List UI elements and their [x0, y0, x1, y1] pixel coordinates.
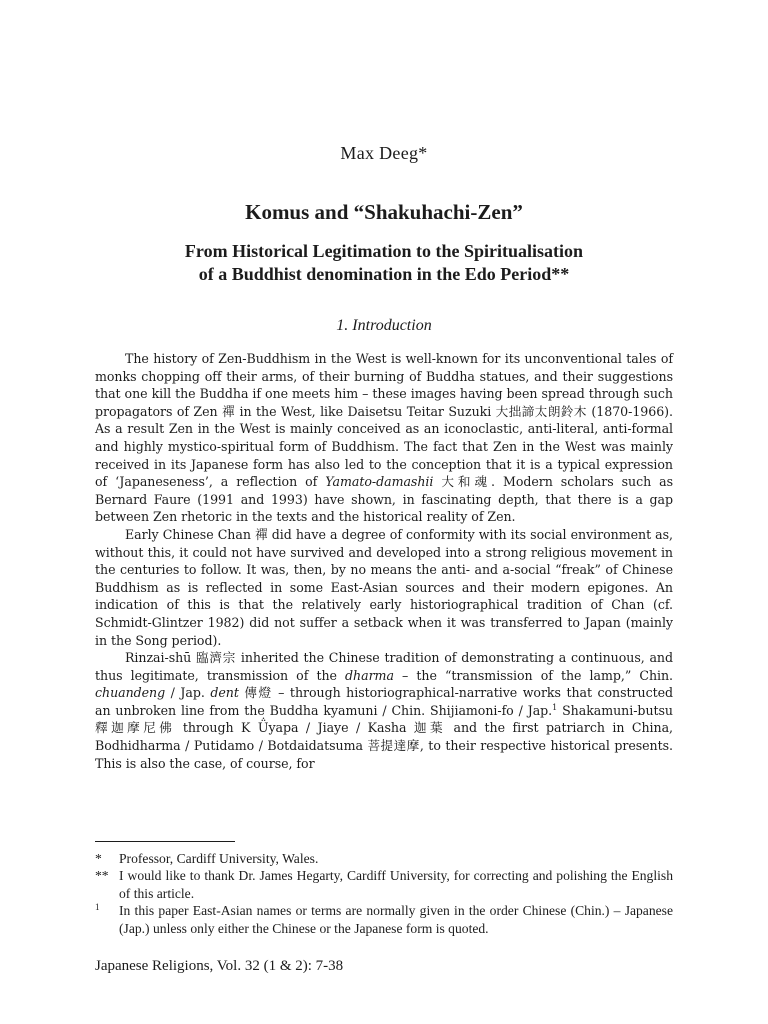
paragraph-1-text-a: The history of Zen-Buddhism in the West is well-known for its unconventional tales of monks chopping off their arms, of their burning of Buddha statues, and their suggestions that one kill the Buddha if one meets him – these images having been spread through such propagators of Zen 禪 in the West, like Daisetsu Teitar Suzuki 大拙諦太朗鈴木 (1870-1966). As a result Zen in the West is mainly conceived as an iconoclastic, anti-literal, anti-formal and highly mystico-spiritual form of Buddhism. The fact that Zen in the West was mainly received in its Japanese form has also led to the conception that it is a typical expression of ‘Japaneseness’, a reflection of: [95, 351, 673, 490]
journal-citation: Japanese Religions, Vol. 32 (1 & 2): 7-38: [95, 958, 344, 974]
footnote-item: [95, 902, 673, 937]
footnote-ref-1[interactable]: 1: [552, 702, 558, 712]
paragraph-3-text-e: Shakamuni-butsu 釋迦摩尼佛 through K Ü̇yapa / Jiaye / Kasha 迦葉 and the first patriarch in China, Bodhidharma / Putidamo / Botdaidatsuma 菩提達摩, to their respective historical presents. This is also the case, of course, for: [95, 702, 673, 771]
paragraph-1-text-b: 大和魂. Modern scholars such as Bernard Faure (1991 and 1993) have shown, in fascinating depth, that there is a gap between Zen rhetoric in the texts and the historical reality of Zen.: [95, 474, 674, 525]
paragraph-2-text: Early Chinese Chan 禪 did have a degree of conformity with its social environment as, without this, it could not have survived and developed into a strong religious movement in the centuries to follow. It was, then, by no means the anti- and a-social “freak” of Chinese Buddhism as is reflected in some East-Asian sources and their modern epigones. An indication of this is that the relatively early historiographical tradition of Chan (cf. Schmidt-Glintzer 1982) did not suffer a setback when it was transferred to Japan (mainly in the Song period).: [95, 526, 673, 648]
term-dharma: dharma: [345, 667, 394, 683]
footnote-text: I would like to thank Dr. James Hegarty, Cardiff University, for correcting and polishing the English of this article.: [119, 868, 673, 901]
footnote-item: [95, 867, 673, 902]
footnote-mark: 1: [95, 902, 100, 913]
term-chuandeng: chuandeng: [95, 685, 166, 701]
footnote-divider: [95, 841, 235, 842]
paragraph-3-text-d: 傳燈 – through historiographical-narrative works that constructed an unbroken line from the Buddha kyamuni / Chin. Shijiamoni-fo / Jap.: [95, 685, 673, 718]
paragraph-1: [95, 350, 673, 526]
paragraph-2: [95, 526, 673, 649]
author-name: Max Deeg*: [340, 143, 428, 163]
section-heading: 1. Introduction: [336, 317, 432, 334]
term-yamato-damashii: Yamato-damashii: [325, 474, 434, 490]
footnote-text: Professor, Cardiff University, Wales.: [119, 851, 319, 866]
paragraph-3-text-b: – the “transmission of the lamp,” Chin.: [393, 667, 674, 683]
footnote-mark: **: [95, 868, 109, 884]
article-body: [95, 350, 673, 772]
article-subtitle: [0, 240, 768, 286]
subtitle-line-1: From Historical Legitimation to the Spiritualisation: [184, 241, 584, 261]
term-dento: dent: [210, 685, 239, 701]
paragraph-3: [95, 649, 673, 772]
footnote-mark: *: [95, 851, 102, 866]
footnote-text: In this paper East-Asian names or terms are normally given in the order Chinese (Chin.) – Japanese (Jap.) unless only either the Chinese or the Japanese form is quoted.: [119, 903, 673, 936]
footnotes: [95, 850, 673, 937]
subtitle-line-2: of a Buddhist denomination in the Edo Period**: [198, 264, 570, 284]
footnote-item: [95, 850, 673, 867]
paragraph-3-text-c: / Jap.: [165, 685, 211, 701]
paragraph-3-text-a: Rinzai-shū 臨濟宗 inherited the Chinese tradition of demonstrating a continuous, and thus legitimate, transmission of the: [95, 650, 673, 683]
article-title: Komus and “Shakuhachi-Zen”: [245, 200, 523, 224]
